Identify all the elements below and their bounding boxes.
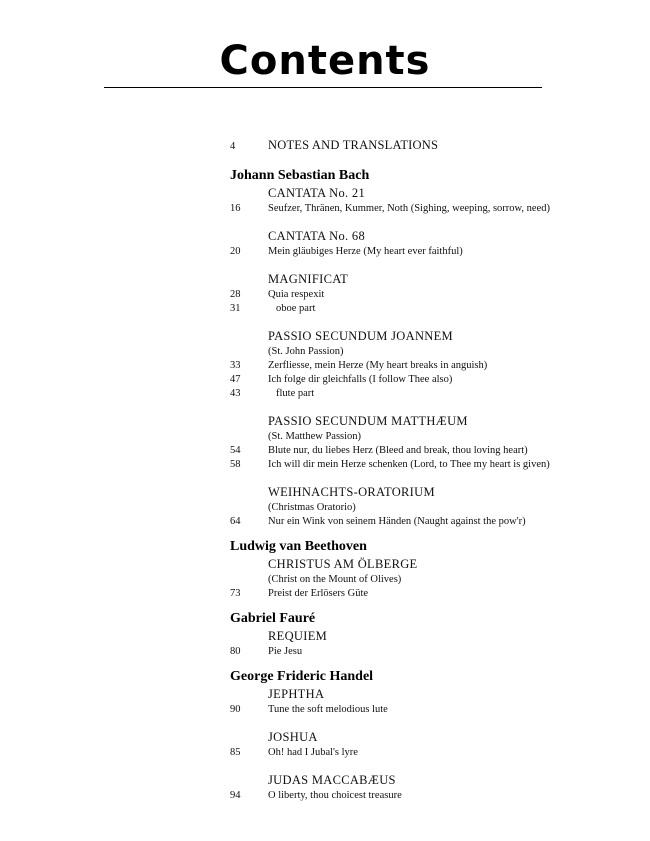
toc-entry[interactable] bbox=[230, 587, 610, 601]
toc-entry[interactable] bbox=[230, 458, 610, 472]
toc-entry-label: Preist der Erlösers Güte bbox=[268, 588, 369, 599]
work-section bbox=[230, 328, 610, 401]
work-title: JOSHUA bbox=[268, 730, 318, 744]
page-number: 64 bbox=[230, 516, 241, 527]
toc-entry[interactable] bbox=[230, 703, 610, 717]
work-section bbox=[230, 271, 610, 316]
work-title: JUDAS MACCABÆUS bbox=[268, 773, 396, 787]
composer-section bbox=[230, 610, 610, 659]
work-section bbox=[230, 772, 610, 803]
toc-entry-label: Tune the soft melodious lute bbox=[268, 704, 388, 715]
composer-name: George Frideric Handel bbox=[230, 669, 374, 684]
work-title: JEPHTHA bbox=[268, 687, 325, 701]
toc-entry[interactable] bbox=[230, 789, 610, 803]
toc-intro-row[interactable] bbox=[230, 138, 610, 154]
toc-entry-label: Ich will dir mein Herze schenken (Lord, to Thee my heart is given) bbox=[268, 459, 550, 470]
work-section bbox=[230, 556, 610, 601]
toc-entry[interactable] bbox=[230, 645, 610, 659]
page-number: 90 bbox=[230, 704, 241, 715]
page-number: 85 bbox=[230, 747, 241, 758]
page-number: 94 bbox=[230, 790, 241, 801]
work-section bbox=[230, 628, 610, 659]
page-number: 31 bbox=[230, 303, 241, 314]
work-section bbox=[230, 729, 610, 760]
page-number: 33 bbox=[230, 360, 241, 371]
toc-entry-label: oboe part bbox=[276, 303, 316, 314]
work-subtitle: (Christmas Oratorio) bbox=[268, 502, 356, 513]
page-number: 4 bbox=[230, 141, 236, 152]
work-title: REQUIEM bbox=[268, 629, 328, 643]
composer-name: Gabriel Fauré bbox=[230, 611, 316, 626]
work-subtitle: (Christ on the Mount of Olives) bbox=[268, 574, 402, 585]
work-title: CHRISTUS AM ÖLBERGE bbox=[268, 557, 418, 571]
toc-entry-label: Nur ein Wink von seinem Händen (Naught against the pow'r) bbox=[268, 516, 526, 527]
toc-entry-label: O liberty, thou choicest treasure bbox=[268, 790, 402, 801]
toc-entry-label: Zerfliesse, mein Herze (My heart breaks in anguish) bbox=[268, 360, 488, 371]
work-title: CANTATA No. 21 bbox=[268, 186, 365, 200]
composer-name: Johann Sebastian Bach bbox=[230, 168, 370, 183]
toc-entry-label: Pie Jesu bbox=[268, 646, 303, 657]
page-number: 43 bbox=[230, 388, 241, 399]
toc-entry[interactable] bbox=[230, 373, 610, 387]
toc-entry-label: Seufzer, Thränen, Kummer, Noth (Sighing, weeping, sorrow, need) bbox=[268, 203, 551, 214]
toc-entry[interactable] bbox=[230, 302, 610, 316]
work-section bbox=[230, 686, 610, 717]
page-number: 58 bbox=[230, 459, 241, 470]
work-title: PASSIO SECUNDUM MATTHÆUM bbox=[268, 414, 468, 428]
table-of-contents bbox=[230, 138, 610, 812]
work-section bbox=[230, 484, 610, 529]
work-section bbox=[230, 228, 610, 259]
composer-list bbox=[230, 167, 610, 803]
toc-entry[interactable] bbox=[230, 245, 610, 259]
page-title: Contents bbox=[219, 38, 431, 84]
toc-entry[interactable] bbox=[230, 202, 610, 216]
composer-section bbox=[230, 668, 610, 803]
work-title: WEIHNACHTS-ORATORIUM bbox=[268, 485, 435, 499]
work-title: MAGNIFICAT bbox=[268, 272, 349, 286]
toc-entry[interactable] bbox=[230, 359, 610, 373]
work-section bbox=[230, 185, 610, 216]
toc-entry[interactable] bbox=[230, 746, 610, 760]
toc-entry[interactable] bbox=[230, 515, 610, 529]
page-number: 20 bbox=[230, 246, 241, 257]
toc-entry-label: Ich folge dir gleichfalls (I follow Thee also) bbox=[268, 374, 453, 385]
page-number: 16 bbox=[230, 203, 241, 214]
toc-entry-label: Mein gläubiges Herze (My heart ever faithful) bbox=[268, 246, 463, 257]
composer-name: Ludwig van Beethoven bbox=[230, 539, 367, 554]
toc-entry-label: Oh! had I Jubal's lyre bbox=[268, 747, 358, 758]
title-rule bbox=[104, 87, 542, 88]
toc-entry[interactable] bbox=[230, 387, 610, 401]
work-subtitle: (St. Matthew Passion) bbox=[268, 431, 362, 442]
page-number: 80 bbox=[230, 646, 241, 657]
work-title: CANTATA No. 68 bbox=[268, 229, 365, 243]
toc-entry-label: NOTES AND TRANSLATIONS bbox=[268, 138, 439, 152]
work-subtitle: (St. John Passion) bbox=[268, 346, 344, 357]
page-number: 47 bbox=[230, 374, 241, 385]
work-section bbox=[230, 413, 610, 472]
page-number: 73 bbox=[230, 588, 241, 599]
toc-entry-label: Quia respexit bbox=[268, 289, 325, 300]
page-number: 28 bbox=[230, 289, 241, 300]
toc-entry-label: Blute nur, du liebes Herz (Bleed and break, thou loving heart) bbox=[268, 445, 528, 456]
toc-entry[interactable] bbox=[230, 444, 610, 458]
composer-section bbox=[230, 167, 610, 529]
page-number: 54 bbox=[230, 445, 241, 456]
work-title: PASSIO SECUNDUM JOANNEM bbox=[268, 329, 453, 343]
toc-entry[interactable] bbox=[230, 288, 610, 302]
toc-entry-label: flute part bbox=[276, 388, 315, 399]
composer-section bbox=[230, 538, 610, 601]
